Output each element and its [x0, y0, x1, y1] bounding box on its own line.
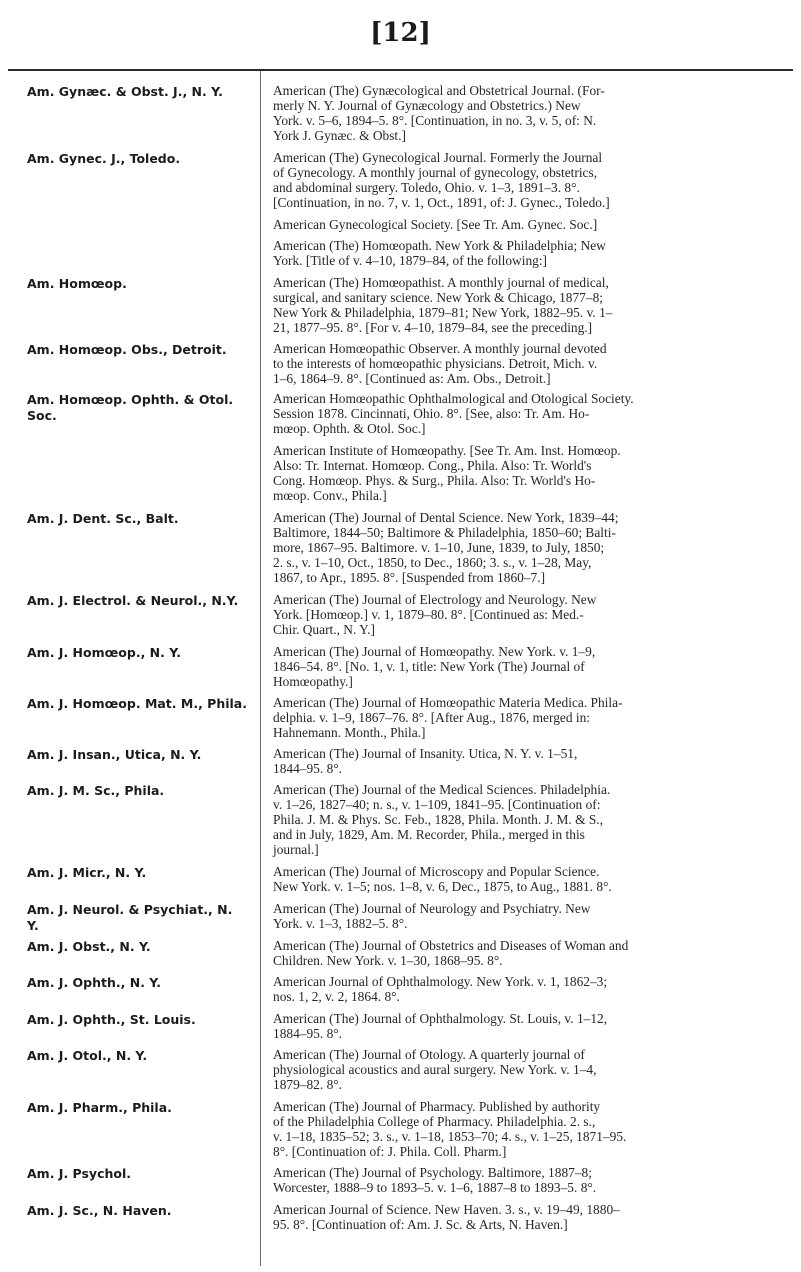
entry-abbreviation: Am. J. Ophth., N. Y. [27, 975, 162, 990]
description-line: Also: Tr. Internat. Homœop. Cong., Phila. Also: Tr. World's [273, 458, 592, 473]
entry-abbreviation: Am. J. Electrol. & Neurol., N.Y. [27, 593, 239, 608]
description-line: of Gynecology. A monthly journal of gynecology, obstetrics, [273, 165, 598, 180]
entry-description [273, 150, 793, 210]
header-rule [8, 69, 793, 71]
description-line: New York. v. 1–5; nos. 1–8, v. 6, Dec., 1875, to Aug., 1881. 8°. [273, 879, 612, 894]
entry-description [273, 391, 793, 436]
description-line: American (The) Journal of Dental Science. New York, 1839–44; [273, 510, 619, 525]
description-line: American (The) Journal of Homœopathic Materia Medica. Phila- [273, 695, 623, 710]
description-line: Session 1878. Cincinnati, Ohio. 8°. [See, also: Tr. Am. Ho- [273, 406, 590, 421]
entry-abbreviation: Am. Homœop. Obs., Detroit. [27, 342, 227, 357]
entry-abbreviation: Am. J. Ophth., St. Louis. [27, 1012, 196, 1027]
description-line: American Homœopathic Observer. A monthly journal devoted [273, 341, 607, 356]
description-line: physiological acoustics and aural surgery. New York. v. 1–4, [273, 1062, 597, 1077]
description-line: journal.] [273, 842, 319, 857]
description-line: Hahnemann. Month., Phila.] [273, 725, 426, 740]
entry-description [273, 901, 793, 931]
description-line: 1867, to Apr., 1895. 8°. [Suspended from 1860–7.] [273, 570, 546, 585]
entry-abbreviation: Am. J. Pharm., Phila. [27, 1100, 172, 1115]
description-line: York. v. 5–6, 1894–5. 8°. [Continuation, in no. 3, v. 5, of: N. [273, 113, 597, 128]
entry-description [273, 592, 793, 637]
description-line: American (The) Journal of Otology. A quarterly journal of [273, 1047, 585, 1062]
description-line: Worcester, 1888–9 to 1893–5. v. 1–6, 1887–8 to 1893–5. 8°. [273, 1180, 597, 1195]
entry-abbreviation: Am. J. M. Sc., Phila. [27, 783, 165, 798]
description-line: American Journal of Ophthalmology. New York. v. 1, 1862–3; [273, 974, 608, 989]
description-line: Baltimore, 1844–50; Baltimore & Philadelphia, 1850–60; Balti- [273, 525, 616, 540]
entry-abbreviation: Am. J. Obst., N. Y. [27, 939, 151, 954]
entry-description [273, 1099, 793, 1159]
description-line: Homœopathy.] [273, 674, 353, 689]
entry-abbreviation: Am. J. Homœop., N. Y. [27, 645, 181, 660]
entry-description [273, 1011, 793, 1041]
description-line: surgical, and sanitary science. New York & Chicago, 1877–8; [273, 290, 603, 305]
entry-description [273, 938, 793, 968]
description-line: American (The) Journal of Microscopy and Popular Science. [273, 864, 600, 879]
entry-description [273, 974, 793, 1004]
entry-description [273, 746, 793, 776]
description-line: American Homœopathic Ophthalmological and Otological Society. [273, 391, 634, 406]
description-line: Phila. J. M. & Phys. Sc. Feb., 1828, Phila. Month. J. M. & S., [273, 812, 603, 827]
entry-description [273, 217, 793, 232]
entry-description [273, 1047, 793, 1092]
description-line: 1879–82. 8°. [273, 1077, 342, 1092]
description-line: American (The) Journal of Pharmacy. Published by authority [273, 1099, 601, 1114]
description-line: v. 1–18, 1835–52; 3. s., v. 1–18, 1853–70; 4. s., v. 1–25, 1871–95. [273, 1129, 627, 1144]
description-line: 1846–54. 8°. [No. 1, v. 1, title: New York (The) Journal of [273, 659, 585, 674]
entry-abbreviation: Am. J. Homœop. Mat. M., Phila. [27, 696, 247, 711]
description-line: more, 1867–95. Baltimore. v. 1–10, June, 1839, to July, 1850; [273, 540, 605, 555]
description-line: and in July, 1829, Am. M. Recorder, Phila., merged in this [273, 827, 585, 842]
description-line: American (The) Gynecological Journal. Formerly the Journal [273, 150, 603, 165]
description-line: v. 1–26, 1827–40; n. s., v. 1–109, 1841–95. [Continuation of: [273, 797, 601, 812]
entry-abbreviation: Am. J. Otol., N. Y. [27, 1048, 148, 1063]
description-line: American (The) Homœopathist. A monthly journal of medical, [273, 275, 609, 290]
entry-abbreviation: Am. J. Micr., N. Y. [27, 865, 147, 880]
entry-description [273, 864, 793, 894]
description-line: 21, 1877–95. 8°. [For v. 4–10, 1879–84, see the preceding.] [273, 320, 593, 335]
description-line: American (The) Journal of the Medical Sciences. Philadelphia. [273, 782, 611, 797]
entry-abbreviation: Am. J. Sc., N. Haven. [27, 1203, 172, 1218]
description-line: 95. 8°. [Continuation of: Am. J. Sc. & Arts, N. Haven.] [273, 1217, 568, 1232]
entry-abbreviation: Am. Homœop. Ophth. & Otol. Soc. [27, 392, 234, 423]
description-line: York. [Homœop.] v. 1, 1879–80. 8°. [Continued as: Med.- [273, 607, 584, 622]
entry-description [273, 1165, 793, 1195]
description-line: and abdominal surgery. Toledo, Ohio. v. 1–3, 1891–3. 8°. [273, 180, 580, 195]
description-line: American (The) Journal of Electrology and Neurology. New [273, 592, 597, 607]
description-line: American (The) Journal of Psychology. Baltimore, 1887–8; [273, 1165, 592, 1180]
description-line: [Continuation, in no. 7, v. 1, Oct., 1891, of: J. Gynec., Toledo.] [273, 195, 610, 210]
entry-abbreviation: Am. Gynæc. & Obst. J., N. Y. [27, 84, 223, 99]
description-line: 1–6, 1864–9. 8°. [Continued as: Am. Obs., Detroit.] [273, 371, 551, 386]
entry-abbreviation: Am. J. Psychol. [27, 1166, 132, 1181]
entry-description [273, 83, 793, 143]
description-line: American (The) Journal of Insanity. Utica, N. Y. v. 1–51, [273, 746, 578, 761]
description-line: Cong. Homœop. Phys. & Surg., Phila. Also: Tr. World's Ho- [273, 473, 596, 488]
entry-abbreviation: Am. J. Neurol. & Psychiat., N. Y. [27, 902, 233, 933]
entry-description [273, 510, 793, 585]
entry-abbreviation: Am. J. Insan., Utica, N. Y. [27, 747, 202, 762]
description-line: 1884–95. 8°. [273, 1026, 342, 1041]
description-line: American Journal of Science. New Haven. 3. s., v. 19–49, 1880– [273, 1202, 620, 1217]
description-line: to the interests of homœopathic physicians. Detroit, Mich. v. [273, 356, 598, 371]
entry-description [273, 695, 793, 740]
description-line: American (The) Journal of Ophthalmology. St. Louis, v. 1–12, [273, 1011, 608, 1026]
description-line: 8°. [Continuation of: J. Phila. Coll. Pharm.] [273, 1144, 507, 1159]
entry-description [273, 275, 793, 335]
description-line: delphia. v. 1–9, 1867–76. 8°. [After Aug., 1876, merged in: [273, 710, 591, 725]
description-line: of the Philadelphia College of Pharmacy. Philadelphia. 2. s., [273, 1114, 596, 1129]
description-line: New York & Philadelphia, 1879–81; New York, 1882–95. v. 1– [273, 305, 613, 320]
entry-description [273, 238, 793, 268]
description-line: York J. Gynæc. & Obst.] [273, 128, 406, 143]
entry-abbreviation: Am. J. Dent. Sc., Balt. [27, 511, 179, 526]
description-line: American Gynecological Society. [See Tr. Am. Gynec. Soc.] [273, 217, 598, 232]
description-line: Children. New York. v. 1–30, 1868–95. 8°. [273, 953, 503, 968]
entry-description [273, 341, 793, 386]
entry-description [273, 782, 793, 857]
description-line: 1844–95. 8°. [273, 761, 342, 776]
description-line: York. [Title of v. 4–10, 1879–84, of the following:] [273, 253, 548, 268]
description-line: American (The) Journal of Neurology and Psychiatry. New [273, 901, 591, 916]
entry-abbreviation: Am. Gynec. J., Toledo. [27, 151, 181, 166]
page-number: [12] [370, 18, 431, 48]
description-line: mœop. Conv., Phila.] [273, 488, 387, 503]
description-line: American (The) Gynæcological and Obstetrical Journal. (For- [273, 83, 605, 98]
entry-description [273, 443, 793, 503]
entry-description [273, 644, 793, 689]
description-line: mœop. Ophth. & Otol. Soc.] [273, 421, 426, 436]
description-line: American (The) Journal of Homœopathy. New York. v. 1–9, [273, 644, 596, 659]
description-line: Chir. Quart., N. Y.] [273, 622, 375, 637]
description-line: American (The) Homœopath. New York & Philadelphia; New [273, 238, 606, 253]
description-line: American Institute of Homœopathy. [See Tr. Am. Inst. Homœop. [273, 443, 621, 458]
entry-description [273, 1202, 793, 1232]
column-divider [260, 71, 261, 1266]
description-line: 2. s., v. 1–10, Oct., 1850, to Dec., 1860; 3. s., v. 1–28, May, [273, 555, 592, 570]
description-line: merly N. Y. Journal of Gynæcology and Obstetrics.) New [273, 98, 581, 113]
description-line: York. v. 1–3, 1882–5. 8°. [273, 916, 408, 931]
description-line: American (The) Journal of Obstetrics and Diseases of Woman and [273, 938, 629, 953]
entry-abbreviation: Am. Homœop. [27, 276, 127, 291]
description-line: nos. 1, 2, v. 2, 1864. 8°. [273, 989, 400, 1004]
